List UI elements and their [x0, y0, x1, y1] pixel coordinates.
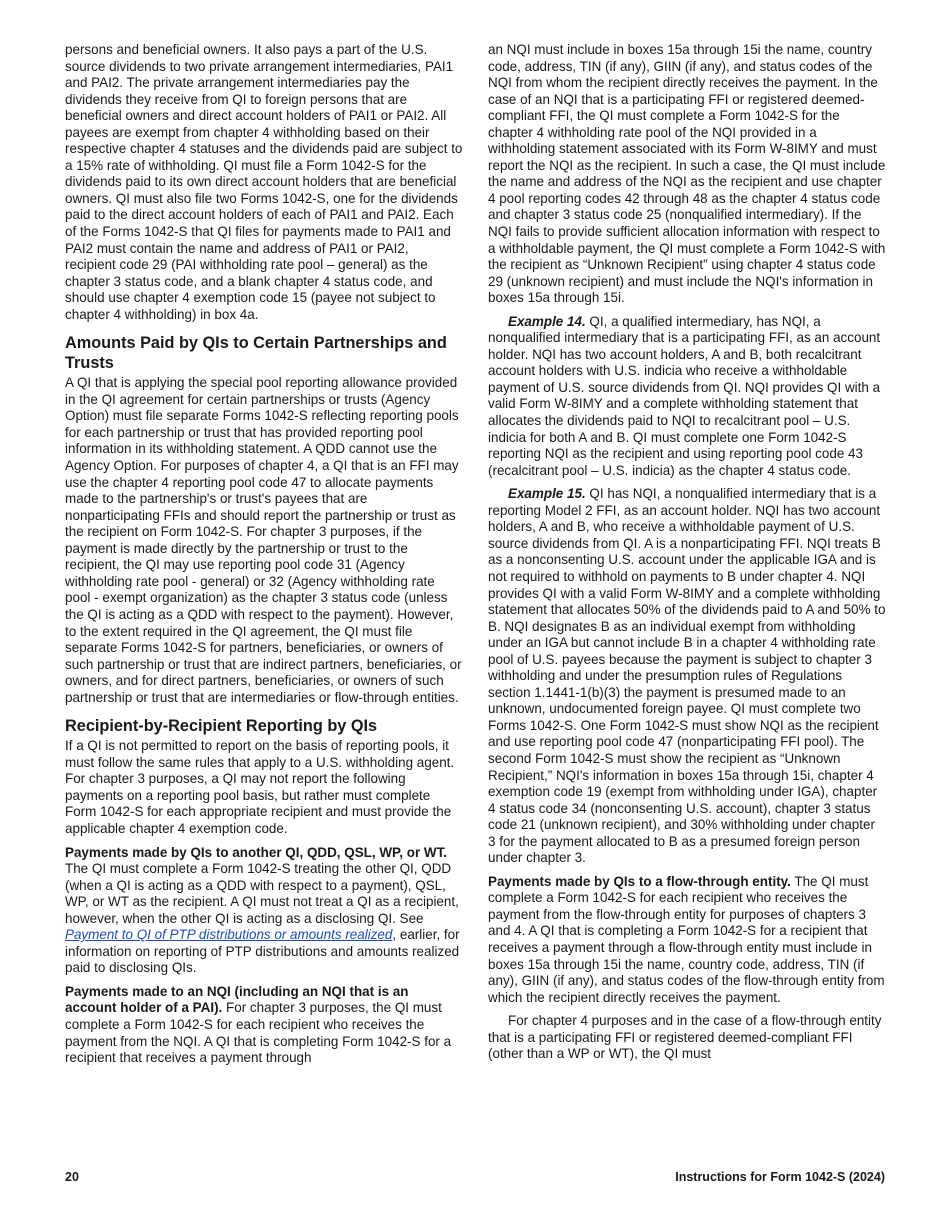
- text: QI, a qualified intermediary, has NQI, a nonqualified intermediary that is a participating FFI, as an account holder. NQI has two account holders, A and B, both recalcitrant account holders with U.S. indicia who receive a withholdable payment of U.S. source dividends from QI. NQI provides QI with a valid Form W-8IMY and a complete withholding statement that allocates the dividends paid to NQI to recalcitrant pool – U.S. indicia for both A and B. QI must complete one Form 1042-S reporting NQI as the recipient and using reporting pool code 43 (recalcitrant pool – U.S. indicia) as the chapter 4 status code.: [488, 313, 881, 478]
- run-in-heading: Payments made to an NQI (including an NQI that is an account holder of a PAI).: [65, 983, 409, 1016]
- run-in-heading: Payments made by QIs to another QI, QDD, QSL, WP, or WT.: [65, 844, 448, 860]
- left-column: [65, 42, 463, 1074]
- page-number: 20: [65, 1170, 79, 1184]
- run-in-heading: Payments made by QIs to a flow-through entity.: [488, 873, 791, 889]
- text: The QI must complete a Form 1042-S treating the other QI, QDD (when a QI is acting as a QDD with respect to a payment), QSL, WP, or WT as the recipient. A QI must not treat a QI as a recipient, however, when the other QI is acting as a disclosing QI. See: [65, 861, 459, 926]
- example-15: [488, 486, 886, 867]
- text: For chapter 3 purposes, the QI must complete a Form 1042-S for each recipient who receives the payment from the NQI. A QI that is completing Form 1042-S for a recipient that receives a payment through: [65, 1000, 452, 1066]
- example-label: Example 15.: [508, 486, 586, 502]
- text: QI has NQI, a nonqualified intermediary that is a reporting Model 2 FFI, as an account holder. NQI has two account holders, A and B, who receive a withholdable payment of U.S. source dividends from QI. A is a nonparticipating FFI. NQI treats B as a nonconsenting U.S. account under the applicable IGA and is not required to withhold on payments to B under chapter 4. NQI provides QI with a valid Form W-8IMY and a complete withholding statement that allocates 50% of the dividends paid to A and 50% to B. NQI designates B as an individual exempt from withholding under an IGA but cannot include B in a chapter 4 withholding rate pool of U.S. payees because the payment is subject to chapter 3 withholding and under the presumption rules of Regulations section 1.1441-1(b)(3) the payment is presumed made to an unknown, undocumented foreign payee. QI must complete two Forms 1042-S. One Form 1042-S must show NQI as the recipient and use reporting pool code 47 (nonparticipating FFI pool). The second Form 1042-S must show the recipient as “Unknown Recipient,” NQI's information in boxes 15a through 15i, chapter 4 exemption code 19 (exempt from withholding under IGA), chapter 4 status code 34 (nonconsenting U.S. account), chapter 3 status code 21 (unknown recipient), and 30% withholding under chapter 3 for the payment allocated to B as a presumed foreign person under chapter 3.: [488, 486, 886, 866]
- paragraph: A QI that is applying the special pool reporting allowance provided in the QI agreement for certain partnerships or trusts (Agency Option) must file separate Forms 1042-S reflecting reporting pools for each partnership or trust that has provided reporting pool information in its withholding statement. A QDD cannot use the Agency Option. For purposes of chapter 4, a QI that is an FFI may use the chapter 4 reporting pool code 47 to allocate payments made to the partnership's or trust's payees that are nonparticipating FFIs and should report the partnership or trust as the recipient on Form 1042-S. For chapter 3 purposes, if the payment is made directly by the partnership or trust to the recipient, the QI may use reporting pool code 31 (Agency withholding rate pool - general) or 32 (Agency withholding rate pool - exempt organization) as the chapter 3 status code (unless the QI is acting as a QDD with respect to the payment). However, to the extent required in the QI agreement, the QI must file separate Forms 1042-S for partners, beneficiaries, or owners of such partnership or trust that are indirect partners, beneficiaries, or owners, and for direct partners, beneficiaries, or owners of such partnership or trust that are intermediaries or flow-through entities.: [65, 375, 462, 705]
- paragraph: persons and beneficial owners. It also pays a part of the U.S. source dividends to two private arrangement intermediaries, PAI1 and PAI2. The private arrangement intermediaries pay the dividends they receive from QI to foreign persons that are beneficial owners and direct account holders of PAI1 or PAI2. All payees are exempt from chapter 4 withholding based on their respective chapter 4 statuses and the dividends paid are subject to a 15% rate of withholding. QI must file a Form 1042-S for the dividends paid to its own direct account holders that are beneficial owners. QI must also file two Forms 1042-S, one for the dividends paid to the direct account holders of each of PAI1 and PAI2. Each of the Forms 1042-S that QI files for payments made to PAI1 and PAI2 must contain the name and address of PAI1 or PAI2, recipient code 29 (PAI withholding rate pool – general) as the chapter 3 status code, and a blank chapter 4 status code, and should use chapter 4 exemption code 15 (payee not subject to chapter 4 withholding) in box 4a.: [65, 42, 463, 322]
- text: The QI must complete a Form 1042-S for each recipient who receives the payment from the flow-through entity for purposes of chapters 3 and 4. A QI that is completing a Form 1042-S for a recipient that receives a payment through a flow-through entity must include in boxes 15a through 15i the name, country code, address, TIN (if any), GIIN (if any), and status codes of the flow-through entity from which the recipient directly receives the payment.: [488, 873, 885, 1005]
- section-heading: Amounts Paid by QIs to Certain Partnerships and Trusts: [65, 334, 447, 373]
- right-column: [488, 42, 886, 1070]
- text: , earlier, for information on reporting of PTP distributions and amounts realized paid to disclosing QIs.: [65, 927, 460, 976]
- cross-reference-link[interactable]: Payment to QI of PTP distributions or amounts realized: [65, 927, 393, 943]
- paragraph: [65, 845, 463, 977]
- paragraph: [488, 874, 886, 1006]
- paragraph: If a QI is not permitted to report on the basis of reporting pools, it must follow the same rules that apply to a U.S. withholding agent. For chapter 3 purposes, a QI may not report the following payments on a reporting pool basis, but rather must complete Form 1042-S for each appropriate recipient and must provide the applicable chapter 4 exemption code.: [65, 738, 455, 836]
- page-footer: [65, 1170, 885, 1184]
- section-heading: Recipient-by-Recipient Reporting by QIs: [65, 717, 378, 736]
- paragraph: [65, 984, 463, 1067]
- document-title: Instructions for Form 1042-S (2024): [675, 1170, 885, 1184]
- paragraph: an NQI must include in boxes 15a through 15i the name, country code, address, TIN (if any), GIIN (if any), and status codes of the NQI from whom the recipient directly receives the payment. In the case of an NQI that is a participating FFI or registered deemed-compliant FFI, the QI must complete a Form 1042-S for the chapter 4 withholding rate pool of the NQI provided in a withholding statement associated with its Form W-8IMY and must report the NQI as the recipient. In such a case, the QI must include the name and address of the NQI as the recipient and use chapter 4 pool reporting codes 42 through 48 as the chapter 4 status code and chapter 3 status code 25 (nonqualified intermediary). If the NQI fails to provide sufficient allocation information with respect to a withholdable payment, the QI must complete a Form 1042-S with the recipient as “Unknown Recipient” using chapter 4 status code 29 (unknown recipient) and must include the NQI's information in boxes 15a through 15i.: [488, 42, 886, 306]
- example-14: [488, 314, 886, 479]
- example-label: Example 14.: [508, 313, 586, 329]
- paragraph: For chapter 4 purposes and in the case of a flow-through entity that is a participating FFI or registered deemed-compliant FFI (other than a WP or WT), the QI must: [488, 1013, 882, 1062]
